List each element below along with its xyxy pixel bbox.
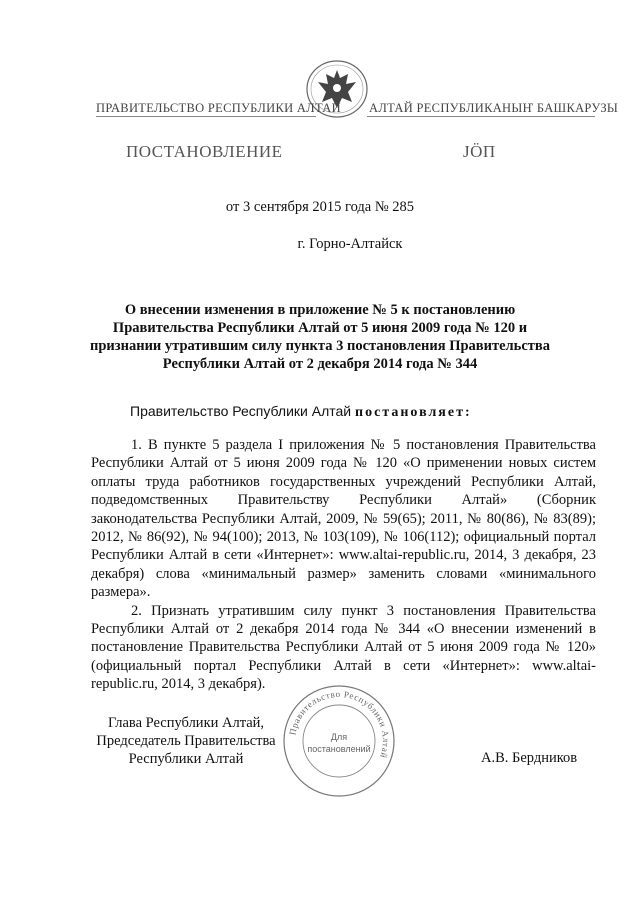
signatory-line: Глава Республики Алтай, bbox=[107, 715, 265, 731]
title-line: Республики Алтай от 2 декабря 2014 года № 344 bbox=[162, 356, 478, 372]
document-city: г. Горно-Алтайск bbox=[297, 236, 403, 252]
signatory-line: Республики Алтай bbox=[128, 751, 244, 767]
title-line: О внесении изменения в приложение № 5 к постановлению bbox=[124, 302, 516, 318]
doctype-russian: ПОСТАНОВЛЕНИЕ bbox=[126, 142, 283, 161]
intro-emphasis: постановляет: bbox=[355, 405, 472, 420]
doctype-altai: JӦП bbox=[463, 142, 496, 161]
intro-text: Правительство Республики Алтай bbox=[130, 403, 356, 419]
document-body bbox=[91, 436, 596, 694]
signatory-name: А.В. Бердников bbox=[481, 750, 578, 766]
org-name-russian: ПРАВИТЕЛЬСТВО РЕСПУБЛИКИ АЛТАЙ bbox=[96, 101, 341, 115]
org-name-altai: АЛТАЙ РЕСПУБЛИКАНЫҤ БАШКАРУЗЫ bbox=[369, 101, 619, 115]
header-divider-left bbox=[96, 116, 316, 117]
signatory-title bbox=[86, 714, 286, 768]
header-divider-right bbox=[367, 116, 595, 117]
document-date-number: от 3 сентября 2015 года № 285 bbox=[225, 199, 415, 215]
document-title bbox=[80, 301, 560, 373]
signatory-line: Председатель Правительства bbox=[96, 733, 276, 749]
stamp-center-text: постановлений bbox=[307, 744, 371, 754]
title-line: Правительства Республики Алтай от 5 июня 2009 года № 120 и bbox=[112, 320, 528, 336]
title-line: признании утратившим силу пункта 3 постановления Правительства bbox=[90, 338, 550, 354]
body-paragraph: 1. В пункте 5 раздела I приложения № 5 постановления Правительства Республики Алтай от 5 июня 2009 года № 120 «О применении новых систем оплаты труда работников государственных учреждений Республики Алтай, подведомственных Правительству Республики Алтай» (Сборник законодательства Республики Алтай, 2009, № 59(65); 2011, № 80(86), № 83(89); 2012, № 86(92), № 94(100); 2013, № 103(109), № 106(112); официальный портал Республики Алтай в сети «Интернет»: www.altai-republic.ru, 2014, 3 декабря, 23 декабря) слова «минимальный размер» заменить словами «минимального размера». bbox=[91, 437, 596, 601]
stamp-ring-text: Правительство Республики Алтай bbox=[287, 688, 392, 760]
stamp-center-text: Для bbox=[330, 732, 348, 742]
body-paragraph: 2. Признать утратившим силу пункт 3 постановления Правительства Республики Алтай от 2 декабря 2014 года № 344 «О внесении изменений в постановление Правительства Республики Алтай от 5 июня 2009 года № 120» (официальный портал Республики Алтай в сети «Интернет»: www.altai-republic.ru, 2014, 3 декабря). bbox=[91, 602, 596, 693]
official-stamp bbox=[280, 682, 398, 800]
decree-intro bbox=[130, 403, 472, 421]
